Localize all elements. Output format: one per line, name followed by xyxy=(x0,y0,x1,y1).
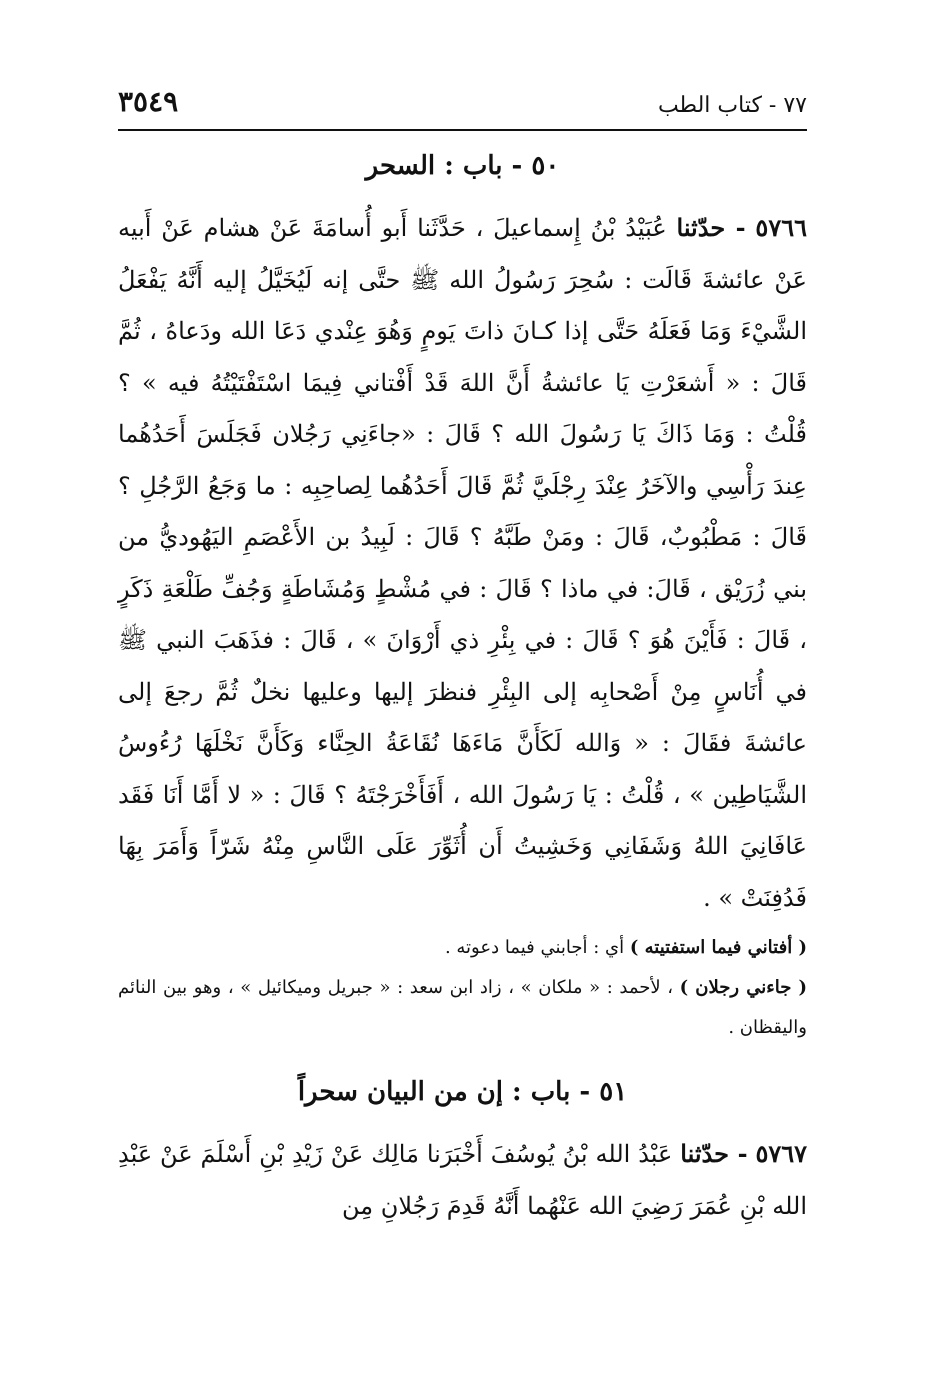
note-aftani xyxy=(118,928,807,968)
page-body xyxy=(118,140,807,1232)
hadith-text: عُبَيْدُ بْنُ إِسماعيلَ ، حَدَّثَنا أَبو أُسامَةَ عَنْ هشام عَنْ أَبيه عَنْ عائشةَ قَالَت : سُحِرَ رَسُولُ الله ﷺ حتَّى إنه لَيُخَيَّلُ إليه أَنَّهُ يَفْعَلُ الشَّيْءَ وَمَا فَعَلَهُ حَتَّى إذا كـانَ ذاتَ يَومٍ وَهُوَ عِنْدي دَعَا الله ودَعاهُ ، ثُمَّ قَالَ : « أَشعَرْتِ يَا عائشةُ أَنَّ اللهَ قَدْ أَفْتاني فِيمَا اسْتَفْتَيْتُهُ فيه » ؟ قُلْتُ : وَمَا ذَاكَ يَا رَسُولَ الله ؟ قَالَ : «جاءَنِي رَجُلان فَجَلَسَ أَحَدُهُما عِندَ رَأْسِي والآخَرُ عِنْدَ رِجْلَيَّ ثُمَّ قَالَ أَحَدُهُما لِصاحِبِه : ما وَجَعُ الرَّجُلِ ؟ قَالَ : مَطْبُوبٌ، قَالَ : ومَنْ طَبَّهُ ؟ قَالَ : لَبِيدُ بن الأَعْصَمِ اليَهُوديُّ من بني زُرَيْق ، قَالَ: في ماذا ؟ قَالَ : في مُشْطٍ وَمُشَاطَةٍ وَجُفِّ طَلْعَةِ ذَكَرٍ ، قَالَ : فَأَيْنَ هُوَ ؟ قَالَ : في بِئْرِ ذي أَرْوَانَ » ، قَالَ : فذَهَبَ النبي ﷺ في أُنَاسٍ مِنْ أَصْحابِه إلى البِئْرِ فنظرَ إليها وعليها نخلٌ ثُمَّ رجعَ إلى عائشةَ فقَالَ : « وَالله لَكَأَنَّ مَاءَهَا نُقَاعَةُ الحِنَّاء وَكَأَنَّ نَخْلَهَا رُءُوسُ الشَّيَاطِين » ، قُلْتُ : يَا رَسُولَ الله ، أَفَأَخْرَجْتَهُ ؟ قَالَ : « لا أَمَّا أَنَا فَقَد عَافَانِيَ اللهُ وَشَفَانِي وَخَشِيتُ أَن أُثَوِّرَ عَلَى النَّاسِ مِنْهُ شَرّاً وَأَمَرَ بِهَا فَدُفِنَتْ » . xyxy=(118,214,807,912)
note-rajulan xyxy=(118,968,807,1048)
header-rule xyxy=(118,129,807,131)
note-key: ( أفتاني فيما استفتيته ) xyxy=(629,937,807,958)
page-header xyxy=(118,78,807,118)
footnotes xyxy=(118,928,807,1048)
hadith-number: ٥٧٦٧ xyxy=(755,1139,808,1168)
note-text: أي : أجابني فيما دعوته . xyxy=(444,937,625,958)
section-heading-bayan: ٥١ - باب : إن من البيان سحراً xyxy=(297,1077,628,1107)
hadith-lead: - حدّثنا xyxy=(676,213,746,242)
hadith-lead: - حدّثنا xyxy=(680,1139,748,1168)
hadith-text: عَبْدُ الله بْنُ يُوسُفَ أَخْبَرَنا مَالِك عَنْ زَيْدِ بْنِ أَسْلَمَ عَنْ عَبْدِ الله بْنِ عُمَرَ رَضِيَ الله عَنْهُما أَنَّهُ قَدِمَ رَجُلانِ مِن xyxy=(118,1140,807,1220)
note-key: ( جاءني رجلان ) xyxy=(679,977,807,998)
hadith-5767 xyxy=(118,1128,807,1232)
hadith-number: ٥٧٦٦ xyxy=(755,213,807,242)
page-number: ٣٥٤٩ xyxy=(118,85,179,118)
chapter-title: ٧٧ - كتاب الطب xyxy=(657,93,807,118)
hadith-5766 xyxy=(118,202,807,924)
note-text: ، لأحمد : « ملكان » ، زاد ابن سعد : « جبريل وميكائيل » ، وهو بين النائم واليقظان . xyxy=(118,977,807,1038)
section-heading-sihr: ٥٠ - باب : السحر xyxy=(365,151,560,181)
